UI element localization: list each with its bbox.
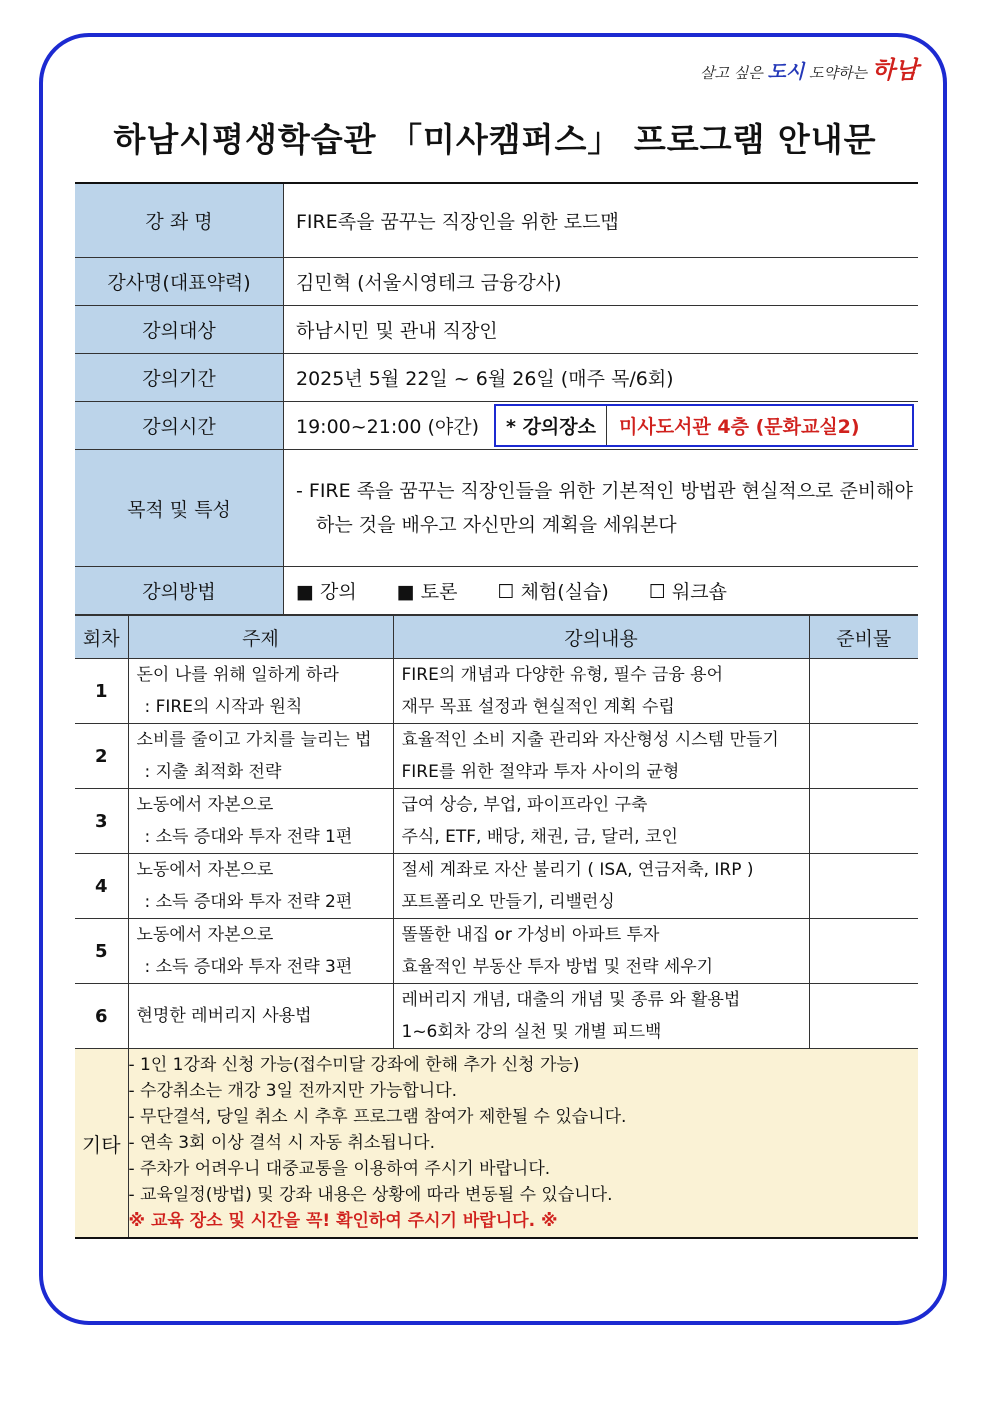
topic-line-2: : 소득 증대와 투자 전략 1편 — [144, 827, 353, 847]
time-label: 강의시간 — [75, 402, 284, 450]
time-row — [75, 402, 918, 450]
header-session: 회차 — [75, 616, 128, 659]
warning-note: ※ 교육 장소 및 시간을 꼭! 확인하여 주시기 바랍니다. ※ — [128, 1211, 558, 1231]
course-label: 강 좌 명 — [75, 183, 284, 258]
session-number: 2 — [75, 724, 128, 789]
content-line-1: FIRE의 개념과 다양한 유형, 필수 금융 용어 — [401, 665, 724, 685]
method-row — [75, 567, 918, 615]
page-title: 하남시평생학습관 「미사캠퍼스」 프로그램 안내문 — [113, 120, 877, 159]
purpose-line-2: 하는 것을 배우고 자신만의 계획을 세워본다 — [316, 514, 677, 536]
topic-line-1: 노동에서 자본으로 — [136, 925, 274, 945]
session-materials — [809, 984, 918, 1049]
schedule-header-row — [75, 616, 918, 659]
topic-line-2: : 지출 최적화 전략 — [144, 762, 282, 782]
topic-line-2: : 소득 증대와 투자 전략 3편 — [144, 957, 353, 977]
purpose-label: 목적 및 특성 — [75, 450, 284, 567]
period-label: 강의기간 — [75, 354, 284, 402]
topic-line-1: 노동에서 자본으로 — [136, 860, 274, 880]
topic-line-1: 현명한 레버리지 사용법 — [136, 1006, 312, 1026]
content-line-2: 재무 목표 설정과 현실적인 계획 수립 — [401, 697, 675, 717]
note-item: - 수강취소는 개강 3일 전까지만 가능합니다. — [128, 1081, 458, 1101]
target-label: 강의대상 — [75, 306, 284, 354]
topic-line-2: : FIRE의 시작과 원칙 — [144, 697, 303, 717]
header-content: 강의내용 — [393, 616, 809, 659]
etc-row — [75, 1049, 918, 1239]
session-content — [393, 919, 809, 984]
course-info-table — [75, 182, 918, 615]
method-options — [284, 567, 919, 615]
content-line-1: 효율적인 소비 지출 관리와 자산형성 시스템 만들기 — [401, 730, 779, 750]
content-line-2: FIRE를 위한 절약과 투자 사이의 균형 — [401, 762, 680, 782]
content-line-2: 1~6회차 강의 실천 및 개별 피드백 — [401, 1022, 662, 1042]
session-topic — [128, 789, 393, 854]
instructor-value: 김민혁 (서울시영테크 금융강사) — [284, 258, 919, 306]
note-item: - 교육일정(방법) 및 강좌 내용은 상황에 따라 변동될 수 있습니다. — [128, 1185, 613, 1205]
course-row — [75, 183, 918, 258]
content-line-2: 주식, ETF, 배당, 채권, 금, 달러, 코인 — [401, 827, 678, 847]
content-line-2: 효율적인 부동산 투자 방법 및 전략 세우기 — [401, 957, 714, 977]
course-value: FIRE족을 꿈꾸는 직장인을 위한 로드맵 — [284, 183, 919, 258]
city-logo — [700, 50, 919, 84]
table-row — [75, 789, 918, 854]
session-topic — [128, 854, 393, 919]
header-materials: 준비물 — [809, 616, 918, 659]
target-row — [75, 306, 918, 354]
period-row — [75, 354, 918, 402]
table-row — [75, 919, 918, 984]
location-value: 미사도서관 4층 (문화교실2) — [619, 416, 860, 438]
note-item: - 연속 3회 이상 결석 시 자동 취소됩니다. — [128, 1133, 436, 1153]
time-value: 19:00~21:00 (야간) — [296, 416, 480, 438]
purpose-value — [284, 450, 919, 567]
session-content — [393, 659, 809, 724]
topic-line-1: 노동에서 자본으로 — [136, 795, 274, 815]
session-number: 3 — [75, 789, 128, 854]
location-box — [494, 404, 914, 447]
target-value: 하남시민 및 관내 직장인 — [284, 306, 919, 354]
note-item: - 1인 1강좌 신청 가능(접수미달 강좌에 한해 추가 신청 가능) — [128, 1055, 580, 1075]
table-row — [75, 724, 918, 789]
location-label: * 강의장소 — [496, 406, 607, 445]
method-practice-checkbox: ☐ 체험(실습) — [497, 581, 609, 603]
session-number: 1 — [75, 659, 128, 724]
note-item: - 주차가 어려우니 대중교통을 이용하여 주시기 바랍니다. — [128, 1159, 551, 1179]
session-materials — [809, 724, 918, 789]
note-item: - 무단결석, 당일 취소 시 추후 프로그램 참여가 제한될 수 있습니다. — [128, 1107, 627, 1127]
time-location-cell — [284, 402, 919, 450]
session-topic — [128, 724, 393, 789]
instructor-label: 강사명(대표약력) — [75, 258, 284, 306]
content-line-1: 급여 상승, 부업, 파이프라인 구축 — [401, 795, 648, 815]
table-row — [75, 659, 918, 724]
session-number: 5 — [75, 919, 128, 984]
session-materials — [809, 789, 918, 854]
session-materials — [809, 854, 918, 919]
logo-text-3: 도약하는 — [804, 64, 872, 82]
content-line-2: 포트폴리오 만들기, 리밸런싱 — [401, 892, 615, 912]
logo-text-2: 도시 — [767, 61, 805, 83]
purpose-row — [75, 450, 918, 567]
logo-text-1: 살고 싶은 — [700, 64, 768, 82]
session-materials — [809, 919, 918, 984]
topic-line-1: 소비를 줄이고 가치를 늘리는 법 — [136, 730, 372, 750]
method-lecture-checkbox: ■ 강의 — [296, 581, 357, 603]
session-content — [393, 789, 809, 854]
method-workshop-checkbox: ☐ 워크숍 — [648, 581, 728, 603]
session-number: 6 — [75, 984, 128, 1049]
schedule-table — [75, 615, 918, 1239]
topic-line-1: 돈이 나를 위해 일하게 하라 — [136, 665, 339, 685]
session-materials — [809, 659, 918, 724]
purpose-line-1: - FIRE 족을 꿈꾸는 직장인들을 위한 기본적인 방법관 현실적으로 준비해야 — [296, 480, 913, 502]
header-topic: 주제 — [128, 616, 393, 659]
table-row — [75, 854, 918, 919]
content-line-1: 절세 계좌로 자산 불리기 ( ISA, 연금저축, IRP ) — [401, 860, 754, 880]
content-line-1: 똘똘한 내집 or 가성비 아파트 투자 — [401, 925, 660, 945]
method-discussion-checkbox: ■ 토론 — [396, 581, 458, 603]
topic-line-2: : 소득 증대와 투자 전략 2편 — [144, 892, 353, 912]
etc-label: 기타 — [75, 1049, 128, 1239]
session-topic — [128, 659, 393, 724]
session-content — [393, 724, 809, 789]
session-content — [393, 984, 809, 1049]
table-row — [75, 984, 918, 1049]
session-topic — [128, 984, 393, 1049]
method-label: 강의방법 — [75, 567, 284, 615]
content-line-1: 레버리지 개념, 대출의 개념 및 종류 와 활용법 — [401, 990, 741, 1010]
instructor-row — [75, 258, 918, 306]
period-value: 2025년 5월 22일 ~ 6월 26일 (매주 목/6회) — [284, 354, 919, 402]
etc-notes — [128, 1049, 918, 1239]
session-topic — [128, 919, 393, 984]
session-number: 4 — [75, 854, 128, 919]
session-content — [393, 854, 809, 919]
logo-text-4: 하남 — [871, 55, 919, 84]
